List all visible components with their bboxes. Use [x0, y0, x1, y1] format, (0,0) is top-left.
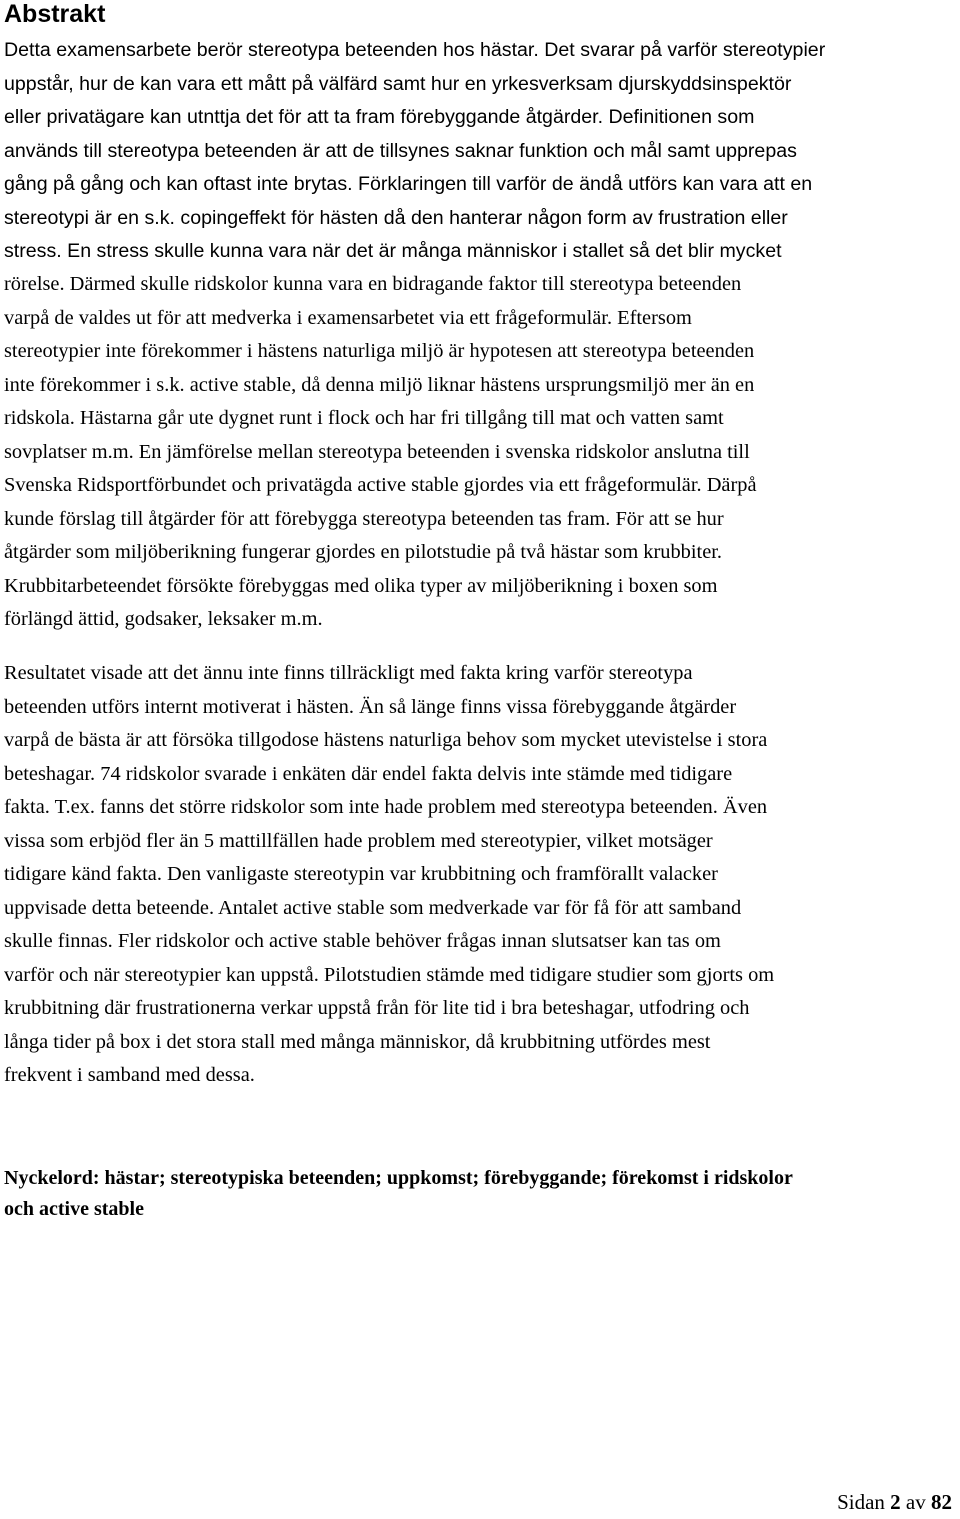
- text-line: Detta examensarbete berör stereotypa beteenden hos hästar. Det svarar på varför stereotypier: [4, 39, 826, 61]
- keywords-line: och active stable: [4, 1198, 144, 1220]
- total-pages: 82: [931, 1490, 952, 1514]
- text-line: stereotypier inte förekommer i hästens naturliga miljö är hypotesen att stereotypa beteenden: [4, 340, 755, 362]
- page-number-separator: av: [905, 1490, 926, 1514]
- text-line: eller privatägare kan utnttja det för att ta fram förebyggande åtgärder. Definitionen som: [4, 106, 755, 128]
- text-line: Svenska Ridsportförbundet och privatägda active stable gjordes via ett frågeformulär. Därpå: [4, 474, 757, 496]
- abstract-paragraph-2: [4, 657, 960, 1093]
- text-line: tidigare känd fakta. Den vanligaste stereotypin var krubbitning och framförallt valacker: [4, 863, 718, 885]
- keywords-line: Nyckelord: hästar; stereotypiska beteenden; uppkomst; förebyggande; förekomst i ridskolor: [4, 1167, 793, 1189]
- text-line: kunde förslag till åtgärder för att förebygga stereotypa beteenden tas fram. För att se hur: [4, 507, 724, 530]
- text-line: uppstår, hur de kan vara ett mått på välfärd samt hur en yrkesverksam djurskyddsinspektör: [4, 72, 792, 95]
- text-line: beteenden utförs internt motiverat i hästen. Än så länge finns vissa förebyggande åtgärder: [4, 695, 737, 718]
- text-line: vissa som erbjöd fler än 5 mattillfällen hade problem med stereotypier, vilket motsäger: [4, 829, 713, 852]
- text-line: varför och när stereotypier kan uppstå. Pilotstudien stämde med tidigare studier som gjorts om: [4, 963, 775, 986]
- abstract-paragraph-1-part-1: [4, 34, 960, 269]
- abstract-paragraph-1-part-2: [4, 268, 960, 637]
- page-number-prefix: Sidan: [837, 1490, 885, 1514]
- text-line: stereotypi är en s.k. copingeffekt för hästen då den hanterar någon form av frustration eller: [4, 206, 788, 229]
- text-line: ridskola. Hästarna går ute dygnet runt i flock och har fri tillgång till mat och vatten samt: [4, 407, 724, 429]
- text-line: förlängd ättid, godsaker, leksaker m.m.: [4, 608, 323, 630]
- text-line: används till stereotypa beteenden är att de tillsynes saknar funktion och mål samt upprepas: [4, 139, 797, 162]
- keywords: [4, 1163, 960, 1225]
- page-number: [837, 1488, 952, 1516]
- text-line: Resultatet visade att det ännu inte finns tillräckligt med fakta kring varför stereotypa: [4, 662, 693, 684]
- text-line: varpå de valdes ut för att medverka i examensarbetet via ett frågeformulär. Eftersom: [4, 306, 692, 329]
- current-page-number: 2: [890, 1490, 901, 1514]
- text-line: inte förekommer i s.k. active stable, då denna miljö liknar hästens ursprungsmiljö mer än en: [4, 373, 755, 396]
- text-line: skulle finnas. Fler ridskolor och active stable behöver frågas innan slutsatser kan tas om: [4, 930, 721, 952]
- text-line: varpå de bästa är att försöka tillgodose hästens naturliga behov som mycket utevistelse i stora: [4, 729, 768, 751]
- page-title: Abstrakt: [4, 0, 106, 28]
- text-line: stress. En stress skulle kunna vara när det är många människor i stallet så det blir mycket: [4, 240, 782, 262]
- text-line: gång på gång och kan oftast inte brytas. Förklaringen till varför de ändå utförs kan vara att en: [4, 173, 813, 195]
- text-line: åtgärder som miljöberikning fungerar gjordes en pilotstudie på två hästar som krubbiter.: [4, 541, 723, 563]
- text-line: beteshagar. 74 ridskolor svarade i enkäten där endel fakta delvis inte stämde med tidigare: [4, 762, 733, 785]
- text-line: krubbitning där frustrationerna verkar uppstå från för lite tid i bra beteshagar, utfodring och: [4, 997, 750, 1019]
- text-line: rörelse. Därmed skulle ridskolor kunna vara en bidragande faktor till stereotypa beteenden: [4, 273, 742, 295]
- text-line: uppvisade detta beteende. Antalet active stable som medverkade var för få för att samband: [4, 896, 742, 919]
- text-line: fakta. T.ex. fanns det större ridskolor som inte hade problem med stereotypa beteenden. Även: [4, 796, 768, 818]
- text-line: sovplatser m.m. En jämförelse mellan stereotypa beteenden i svenska ridskolor anslutna till: [4, 440, 750, 463]
- text-line: Krubbitarbeteendet försökte förebyggas med olika typer av miljöberikning i boxen som: [4, 574, 718, 597]
- text-line: långa tider på box i det stora stall med många människor, då krubbitning utfördes mest: [4, 1030, 711, 1053]
- text-line: frekvent i samband med dessa.: [4, 1064, 255, 1086]
